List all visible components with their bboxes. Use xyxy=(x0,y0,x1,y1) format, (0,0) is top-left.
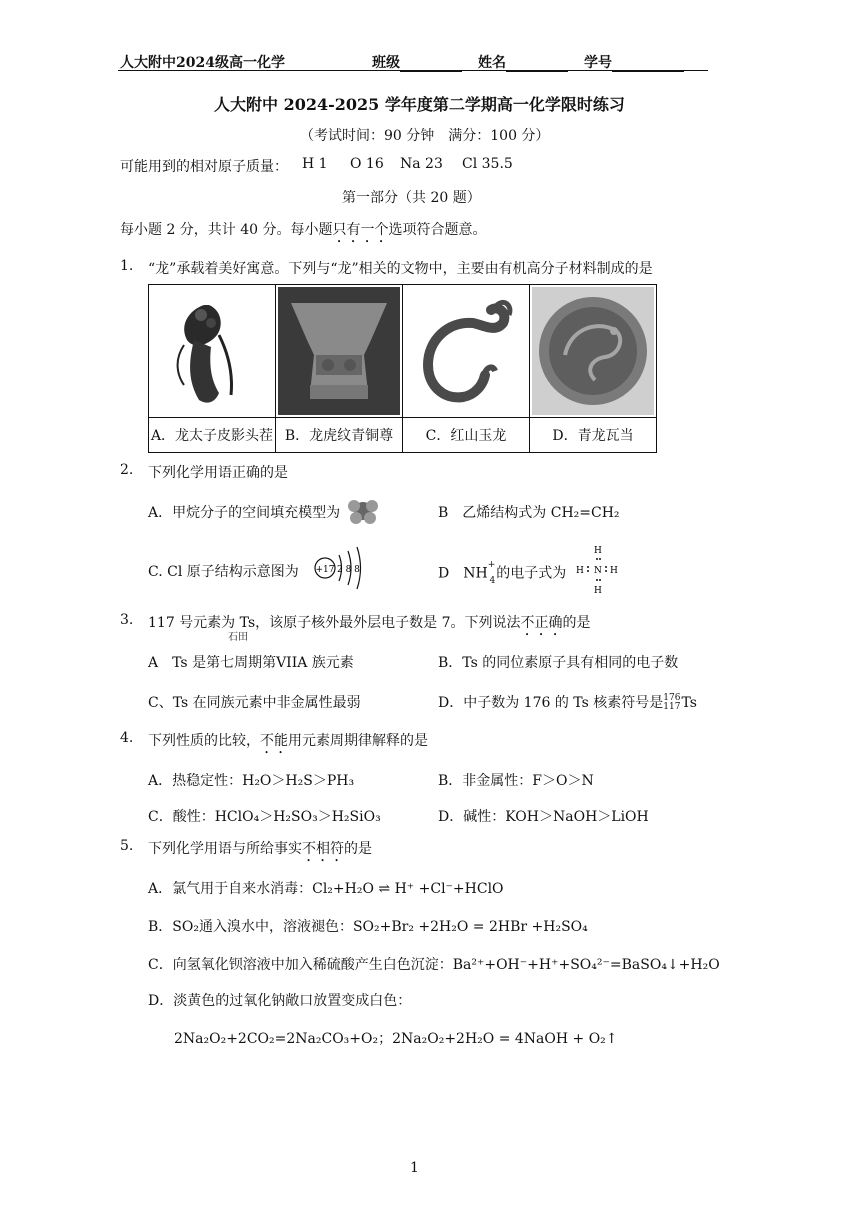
q4-stem-pre: 下列性质的比较， xyxy=(148,733,260,749)
header-id xyxy=(584,52,684,72)
class-label: 班级 xyxy=(372,55,400,71)
q1-option-d[interactable]: D．青龙瓦当 xyxy=(530,418,657,453)
q1-option-b[interactable]: B．龙虎纹青铜尊 xyxy=(276,418,403,453)
q2-option-a[interactable] xyxy=(148,502,340,522)
atomic-mass-o: O 16 xyxy=(350,156,384,172)
q5-emphasis: 不相符 xyxy=(302,841,344,857)
part1-instructions xyxy=(120,219,487,246)
q3-option-c[interactable]: C、Ts 在同族元素中非金属性最弱 xyxy=(148,695,361,711)
page-title: 人大附中 2024-2025 学年度第二学期高一化学限时练习 xyxy=(214,95,625,114)
q4-option-b[interactable]: B．非金属性：F＞O＞N xyxy=(438,773,594,789)
q5-option-b[interactable]: B．SO₂通入溴水中，溶液褪色：SO₂+Br₂ +2H₂O = 2HBr +H₂SO₄ xyxy=(148,919,588,935)
q3-option-b[interactable]: B．Ts 的同位素原子具有相同的电子数 xyxy=(438,655,679,671)
q3-d-text: D．中子数为 176 的 Ts 核素符号是 xyxy=(438,695,664,711)
cl-atom-diagram xyxy=(312,543,368,593)
q1-image-b xyxy=(276,285,403,418)
q1-number: 1. xyxy=(120,258,134,274)
q3-stem-a: 117 号元素为 Ts，该原子核外最外层电子数是 7。下列说法 xyxy=(148,615,521,631)
q4-number: 4. xyxy=(120,730,134,746)
q5-option-d[interactable]: D．淡黄色的过氧化钠敞口放置变成白色： xyxy=(148,993,412,1009)
atomic-mass-cl: Cl 35.5 xyxy=(462,156,513,172)
q3-number: 3. xyxy=(120,612,134,628)
q5-option-d-equation: 2Na₂O₂+2CO₂=2Na₂CO₃+O₂；2Na₂O₂+2H₂O = 4NaOH + O₂↑ xyxy=(174,1031,618,1047)
q4-emphasis: 不能 xyxy=(260,733,288,749)
q3-d-z: 117 xyxy=(663,702,681,712)
q2-option-d[interactable]: D NH+ $_4$的电子式为 xyxy=(438,560,567,586)
header-class xyxy=(372,52,462,72)
header-name xyxy=(478,52,568,72)
lewis-h-top: H xyxy=(594,546,602,556)
jade-dragon-image xyxy=(403,285,529,417)
q2-c-text: C. Cl 原子结构示意图为 xyxy=(148,564,299,580)
electron-shells: 2 8 8 xyxy=(337,565,360,575)
q3-ruby: 石田 xyxy=(228,632,248,643)
q2-option-c[interactable] xyxy=(148,561,299,581)
instr-a: 每小题 2 分，共计 40 分。每小题 xyxy=(120,222,333,238)
q1-image-c xyxy=(403,285,530,418)
instr-emphasis: 只有一个 xyxy=(332,222,389,238)
header-rule xyxy=(118,70,708,71)
q5-stem xyxy=(148,838,372,865)
q3-d-symbol: Ts xyxy=(681,695,697,711)
bronze-vessel-image xyxy=(276,285,402,417)
q2-option-b[interactable]: B 乙烯结构式为 CH₂=CH₂ xyxy=(438,505,620,521)
lewis-h-right: H xyxy=(610,566,618,576)
atomic-mass-label: 可能用到的相对原子质量： xyxy=(120,159,288,175)
q2-a-text: A．甲烷分子的空间填充模型为 xyxy=(148,505,341,521)
lewis-h-bottom: H xyxy=(594,586,602,595)
nucleus-charge: +17 xyxy=(315,565,335,575)
q2-d-pre: D NH xyxy=(438,565,488,582)
q2-d-post: 的电子式为 xyxy=(496,565,567,582)
header-school: 人大附中2024级高一化学 xyxy=(120,55,285,71)
q2-stem: 下列化学用语正确的是 xyxy=(148,465,288,481)
q4-option-a[interactable]: A．热稳定性：H₂O＞H₂S＞PH₃ xyxy=(148,773,355,789)
q1-image-table xyxy=(148,284,657,453)
q1-stem: “龙”承载着美好寓意。下列与“龙”相关的文物中，主要由有机高分子材料制成的是 xyxy=(148,261,653,277)
instr-b: 选项符合题意。 xyxy=(388,222,487,238)
q1-option-c[interactable]: C．红山玉龙 xyxy=(403,418,530,453)
q4-stem-post: 用元素周期律解释的是 xyxy=(288,733,428,749)
q1-image-d xyxy=(530,285,657,418)
q5-stem-post: 的是 xyxy=(344,841,372,857)
ammonium-lewis-diagram xyxy=(574,543,620,595)
q5-stem-pre: 下列化学用语与所给事实 xyxy=(148,841,302,857)
q5-option-a[interactable]: A．氯气用于自来水消毒：Cl₂+H₂O ⇌ H⁺ +Cl⁻+HClO xyxy=(148,881,504,897)
q5-option-c[interactable]: C．向氢氧化钡溶液中加入稀硫酸产生白色沉淀：Ba²⁺+OH⁻+H⁺+SO₄²⁻=BaSO₄↓+H₂O xyxy=(148,957,720,973)
q4-stem xyxy=(148,730,428,757)
q3-stem xyxy=(148,612,590,639)
q3-stem-b: 的是 xyxy=(562,615,591,631)
q3-emphasis: 不正确 xyxy=(520,615,563,631)
id-label: 学号 xyxy=(584,55,612,71)
q1-option-a[interactable]: A．龙太子皮影头茬 xyxy=(149,418,276,453)
q1-image-a xyxy=(149,285,276,418)
exam-info: （考试时间：90 分钟 满分：100 分） xyxy=(300,128,550,144)
q2-number: 2. xyxy=(120,462,134,478)
name-label: 姓名 xyxy=(478,55,506,71)
q3-option-a[interactable]: A Ts 是第七周期第VIIA 族元素 xyxy=(148,655,354,671)
methane-model-icon xyxy=(346,496,380,526)
part1-heading: 第一部分（共 20 题） xyxy=(342,190,481,206)
q5-number: 5. xyxy=(120,838,134,854)
page-number: 1 xyxy=(410,1160,419,1176)
q4-option-c[interactable]: C．酸性：HClO₄＞H₂SO₃＞H₂SiO₃ xyxy=(148,809,381,825)
lewis-h-left: H xyxy=(576,566,584,576)
roof-tile-image xyxy=(530,285,656,417)
atomic-mass-h: H 1 xyxy=(302,156,328,172)
q3-d-mass: 176 xyxy=(663,693,681,703)
lewis-n: N xyxy=(594,566,602,576)
q3-option-d[interactable] xyxy=(438,692,697,712)
shadow-puppet-image xyxy=(149,285,275,417)
q4-option-d[interactable]: D．碱性：KOH＞NaOH＞LiOH xyxy=(438,809,649,825)
atomic-mass-na: Na 23 xyxy=(400,156,443,172)
